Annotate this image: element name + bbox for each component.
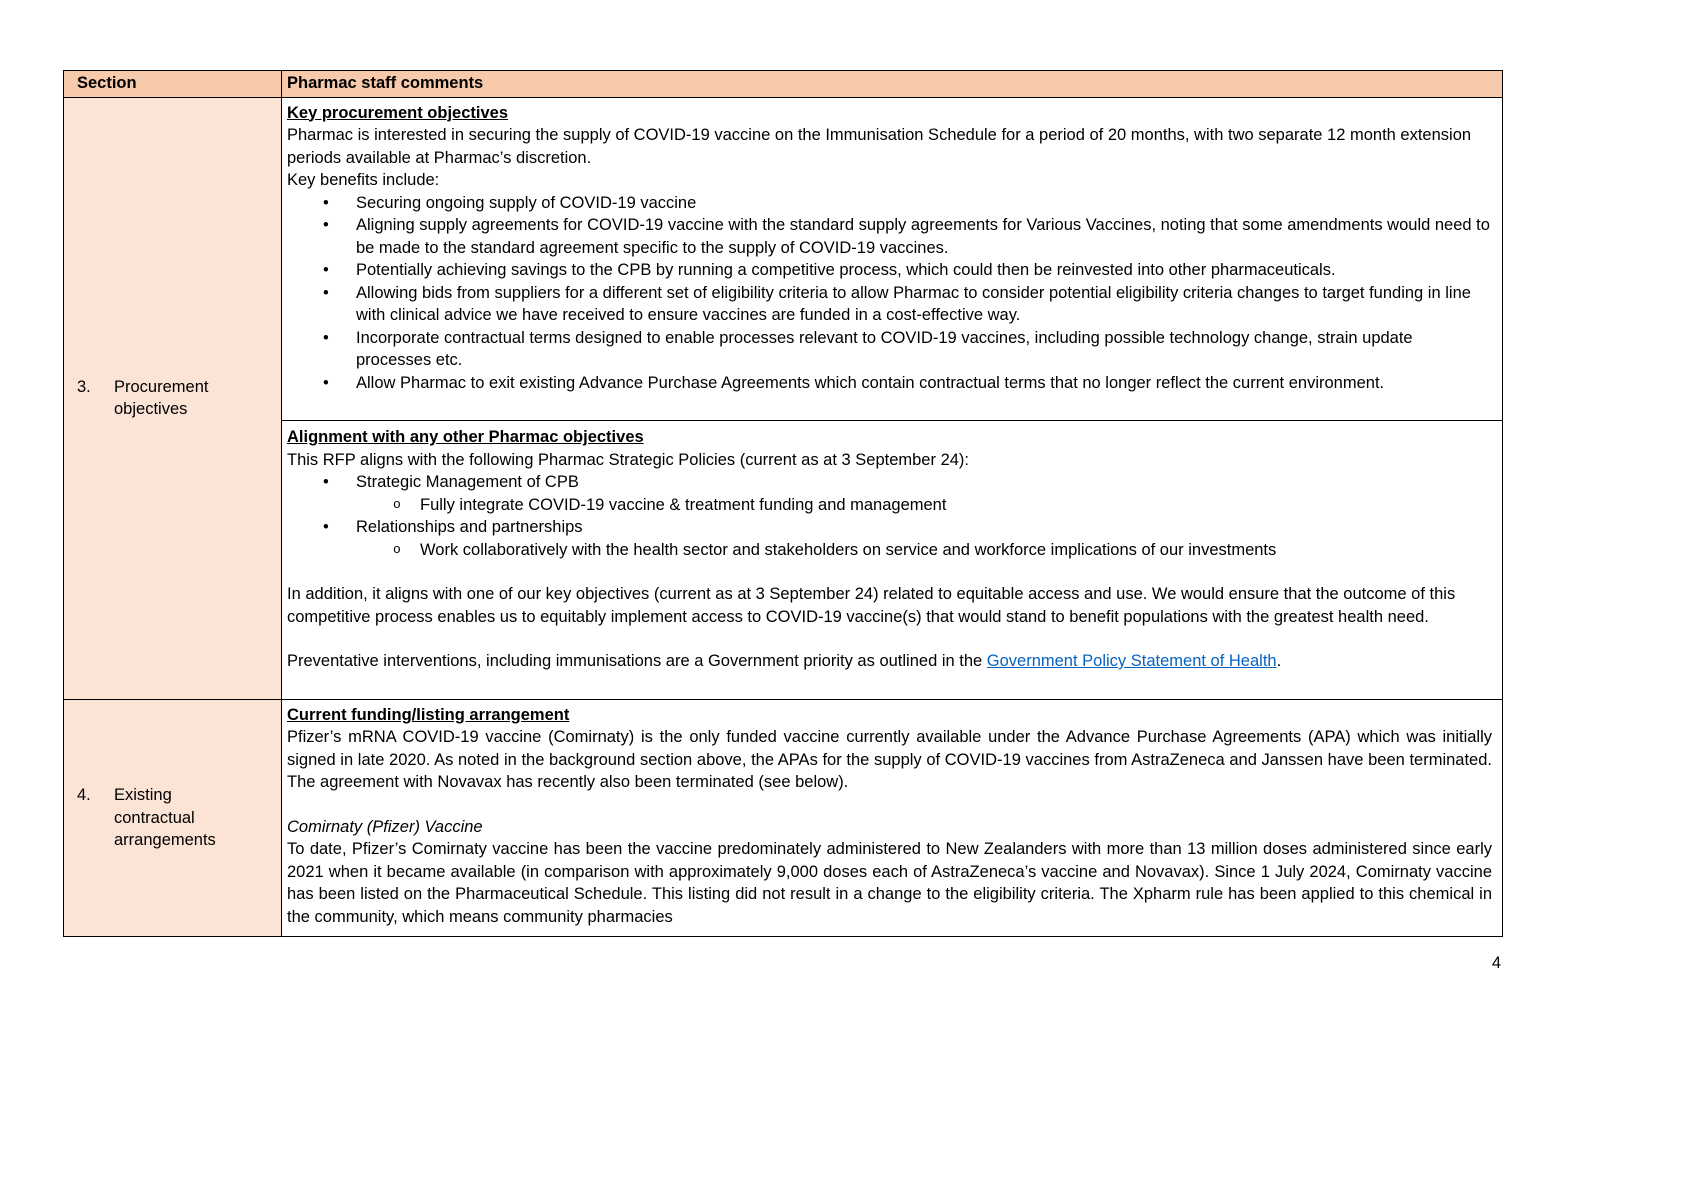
bullet-item: • Securing ongoing supply of COVID-19 vaccine [287, 192, 1492, 215]
header-section-cell: Section [64, 71, 282, 97]
key-benefits-bullet-list [287, 192, 1492, 395]
bullet-item: • Strategic Management of CPB [287, 471, 1492, 494]
sub-bullet-list [287, 494, 1492, 517]
alignment-objectives-block [282, 420, 1502, 699]
bullet-item: • Relationships and partnerships [287, 516, 1492, 539]
section-4-cell [64, 700, 282, 937]
bullet-item: • Aligning supply agreements for COVID-19 vaccine with the standard supply agreements for Various Vaccines, noting that some amendments would need to be made to the standard agreement specific to the supply of COVID-19 vaccines. [287, 214, 1492, 259]
paragraph: In addition, it aligns with one of our key objectives (current as at 3 September 24) related to equitable access and use. We would ensure that the outcome of this competitive process enables us to equitably implement access to COVID-19 vaccine(s) that would stand to benefit populations with the greatest health need. [287, 585, 1456, 626]
section-4-label [77, 784, 236, 852]
comments-table [63, 70, 1503, 937]
section-3-cell [64, 98, 282, 699]
bullet-item: • Allow Pharmac to exit existing Advance Purchase Agreements which contain contractual terms that no longer reflect the current environment. [287, 372, 1492, 395]
government-policy-statement-link[interactable]: Government Policy Statement of Health [986, 652, 1277, 670]
page-number: 4 [1491, 954, 1501, 972]
paragraph-with-link [287, 650, 1492, 673]
alignment-objectives-heading: Alignment with any other Pharmac objectives [287, 428, 644, 446]
row-existing-contractual-arrangements [64, 699, 1502, 937]
sub-bullet-item: o Fully integrate COVID-19 vaccine & treatment funding and management [287, 494, 1492, 517]
strategic-policies-bullet-list [287, 516, 1492, 539]
table-header-row [64, 71, 1502, 97]
section-3-label [77, 376, 236, 421]
section-3-number: 3. [77, 377, 91, 396]
paragraph: Pfizer’s mRNA COVID-19 vaccine (Comirnaty) is the only funded vaccine currently available under the Advance Purchase Agreements (APA) which was initially signed in late 2020. As noted in the background section above, the APAs for the supply of COVID-19 vaccines from AstraZeneca and Janssen have been terminated. The agreement with Novavax has recently also been terminated (see below). [287, 728, 1492, 791]
sub-bullet-item: o Work collaboratively with the health sector and stakeholders on service and workforce implications of our investments [287, 539, 1492, 562]
current-funding-block [282, 700, 1502, 937]
section-4-title: Existing contractual arrangements [114, 786, 216, 849]
bullet-item: • Allowing bids from suppliers for a different set of eligibility criteria to allow Pharmac to consider potential eligibility criteria changes to target funding in line with clinical advice we have received to ensure vaccines are funded in a cost-effective way. [287, 282, 1492, 327]
sub-bullet-list [287, 539, 1492, 562]
header-comments-cell: Pharmac staff comments [282, 71, 1502, 97]
key-procurement-objectives-block [282, 98, 1502, 421]
bullet-item: • Potentially achieving savings to the CPB by running a competitive process, which could then be reinvested into other pharmaceuticals. [287, 259, 1492, 282]
comirnaty-vaccine-subheading: Comirnaty (Pfizer) Vaccine [287, 817, 483, 836]
paragraph: To date, Pfizer’s Comirnaty vaccine has been the vaccine predominately administered to New Zealanders with more than 13 million doses administered since early 2021 when it became available (in comparison with approximately 9,000 doses each of AstraZeneca’s vaccine and Novavax). Since 1 July 2024, Comirnaty vaccine has been listed on the Pharmaceutical Schedule. This listing did not result in a change to the eligibility criteria. The Xpharm rule has been applied to this chemical in the community, which means community pharmacies [287, 840, 1492, 926]
section-4-number: 4. [77, 786, 91, 804]
key-procurement-objectives-heading: Key procurement objectives [287, 103, 508, 122]
paragraph: Key benefits include: [287, 171, 440, 189]
section-4-comments-cell [282, 700, 1502, 937]
section-3-title: Procurement objectives [114, 377, 209, 418]
paragraph: This RFP aligns with the following Pharmac Strategic Policies (current as at 3 September 24): [287, 450, 969, 469]
link-paragraph-prefix: Preventative interventions, including immunisations are a Government priority as outlined in the [287, 652, 987, 670]
row-procurement-objectives [64, 97, 1502, 699]
bullet-item: • Incorporate contractual terms designed to enable processes relevant to COVID-19 vaccines, including possible technology change, strain update processes etc. [287, 327, 1492, 372]
paragraph: Pharmac is interested in securing the supply of COVID-19 vaccine on the Immunisation Schedule for a period of 20 months, with two separate 12 month extension periods available at Pharmac’s discretion. [287, 126, 1472, 167]
current-funding-heading: Current funding/listing arrangement [287, 705, 570, 724]
doc-page [63, 70, 1503, 975]
section-3-comments-cell [282, 98, 1502, 699]
link-paragraph-suffix: . [1276, 652, 1282, 670]
strategic-policies-bullet-list [287, 471, 1492, 494]
